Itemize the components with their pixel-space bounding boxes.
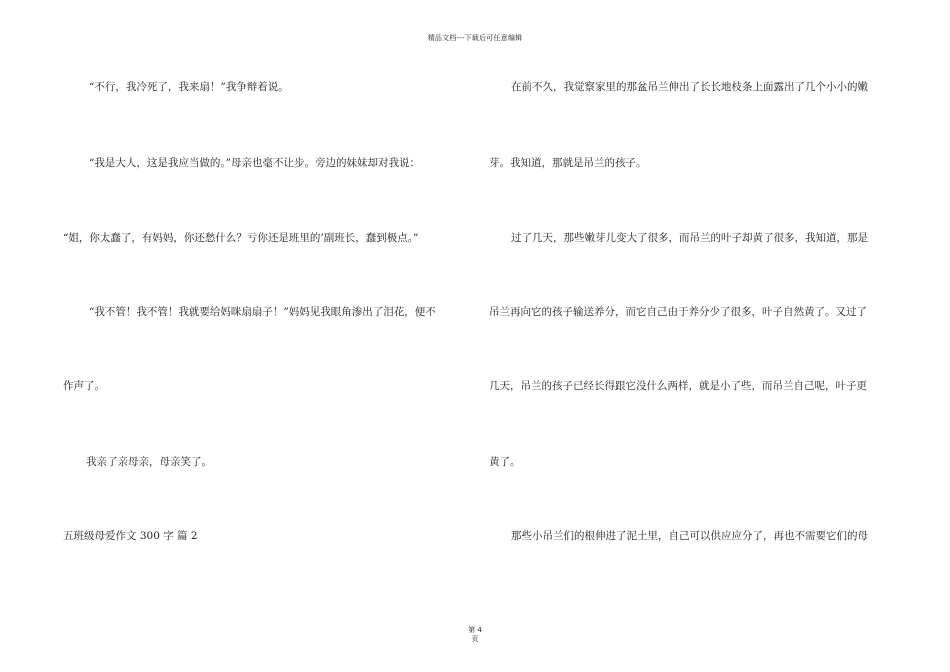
- right-line-1: 在前不久，我觉察家里的那盆吊兰伸出了长长地枝条上面露出了几个小小的嫩: [511, 81, 868, 93]
- right-line-3: 过了几天，那些嫩芽儿变大了很多，而吊兰的叶子却黄了很多，我知道，那是: [511, 232, 868, 244]
- right-line-2: 芽。我知道，那就是吊兰的孩子。: [489, 157, 647, 169]
- left-line-5: 作声了。: [63, 380, 105, 392]
- left-line-2: “我是大人，这是我应当做的。”母亲也毫不让步。旁边的妹妹却对我说：: [89, 157, 420, 169]
- page-header: 精品文档---下载后可任意编辑: [427, 34, 523, 42]
- page-number: 第 4: [468, 626, 482, 634]
- left-line-7: 五班级母爱作文 300 字 篇 2: [63, 530, 198, 542]
- right-line-5: 几天，吊兰的孩子已经长得跟它没什么两样，就是小了些，而吊兰自己呢，叶子更: [489, 380, 867, 392]
- left-line-3: “姐，你太蠢了，有妈妈，你还愁什么？亏你还是班里的’副班长，蠢到极点。”: [63, 232, 419, 244]
- left-line-1: “不行，我冷死了，我来扇！”我争辩着说。: [89, 81, 289, 93]
- right-line-7: 那些小吊兰们的根伸进了泥土里，自己可以供应应分了，再也不需要它们的母: [511, 530, 868, 542]
- left-line-4: “我不管！我不管！我就要给妈咪扇扇子！”妈妈见我眼角渗出了泪花，便不: [89, 306, 436, 318]
- page-footer: [0, 626, 950, 644]
- right-line-4: 吊兰再向它的孩子输送养分，而它自己由于养分少了很多，叶子自然黄了。又过了: [489, 306, 867, 318]
- left-line-6: 我亲了亲母亲，母亲笑了。: [86, 456, 212, 468]
- right-line-6: 黄了。: [489, 456, 521, 468]
- page-suffix: 页: [471, 635, 479, 643]
